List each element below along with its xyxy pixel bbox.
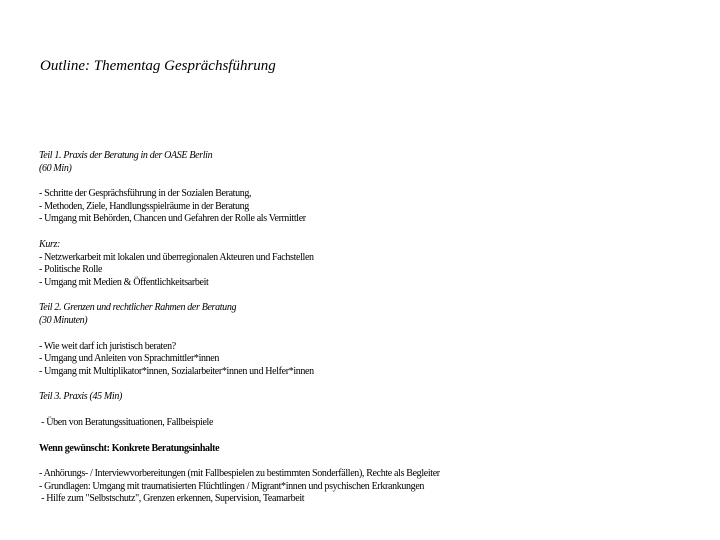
part2-section — [39, 302, 709, 327]
kurz-section — [39, 239, 709, 289]
part1-list — [39, 188, 709, 226]
list-item: - Umgang mit Multiplikator*innen, Sozialarbeiter*innen und Helfer*innen — [39, 365, 314, 377]
part2-duration: (30 Minuten) — [39, 314, 88, 326]
list-item: - Schritte der Gesprächsführung in der Sozialen Beratung, — [39, 188, 252, 200]
list-item: - Üben von Beratungssituationen, Fallbeispiele — [39, 416, 214, 428]
part3-section — [39, 391, 709, 404]
part1-section — [39, 150, 709, 175]
list-item: - Anhörungs- / Interviewvorbereitungen (mit Fallbespielen zu bestimmten Sonderfällen), Rechte als Begleiter — [39, 468, 440, 480]
part2-heading: Teil 2. Grenzen und rechtlicher Rahmen der Beratung — [39, 302, 237, 314]
outline-content — [39, 150, 709, 506]
list-item: - Politische Rolle — [39, 264, 103, 276]
optional-heading: Wenn gewünscht: Konkrete Beratungsinhalte — [39, 442, 220, 454]
optional-list — [39, 468, 709, 506]
list-item: - Methoden, Ziele, Handlungsspielräume in der Beratung — [39, 200, 249, 212]
kurz-heading: Kurz: — [39, 238, 61, 250]
list-item: - Grundlagen: Umgang mit traumatisierten Flüchtlingen / Migrant*innen und psychischen Erkrankungen — [39, 480, 425, 492]
list-item: - Umgang mit Behörden, Chancen und Gefahren der Rolle als Vermittler — [39, 213, 306, 225]
optional-section — [39, 443, 709, 456]
page-title: Outline: Thementag Gesprächsführung — [40, 58, 276, 74]
list-item: - Netzwerkarbeit mit lokalen und überregionalen Akteuren und Fachstellen — [39, 251, 314, 263]
list-item: - Hilfe zum "Selbstschutz", Grenzen erkennen, Supervision, Teamarbeit — [39, 493, 305, 505]
list-item: - Wie weit darf ich juristisch beraten? — [39, 340, 176, 352]
list-item: - Umgang mit Medien & Öffentlichkeitsarbeit — [39, 276, 209, 288]
list-item: - Umgang und Anleiten von Sprachmittler*innen — [39, 353, 220, 365]
part3-list — [39, 417, 709, 430]
part1-heading: Teil 1. Praxis der Beratung in der OASE Berlin — [39, 150, 213, 161]
part3-heading: Teil 3. Praxis (45 Min) — [39, 391, 122, 403]
part1-duration: (60 Min) — [39, 162, 72, 174]
part2-list — [39, 341, 709, 379]
